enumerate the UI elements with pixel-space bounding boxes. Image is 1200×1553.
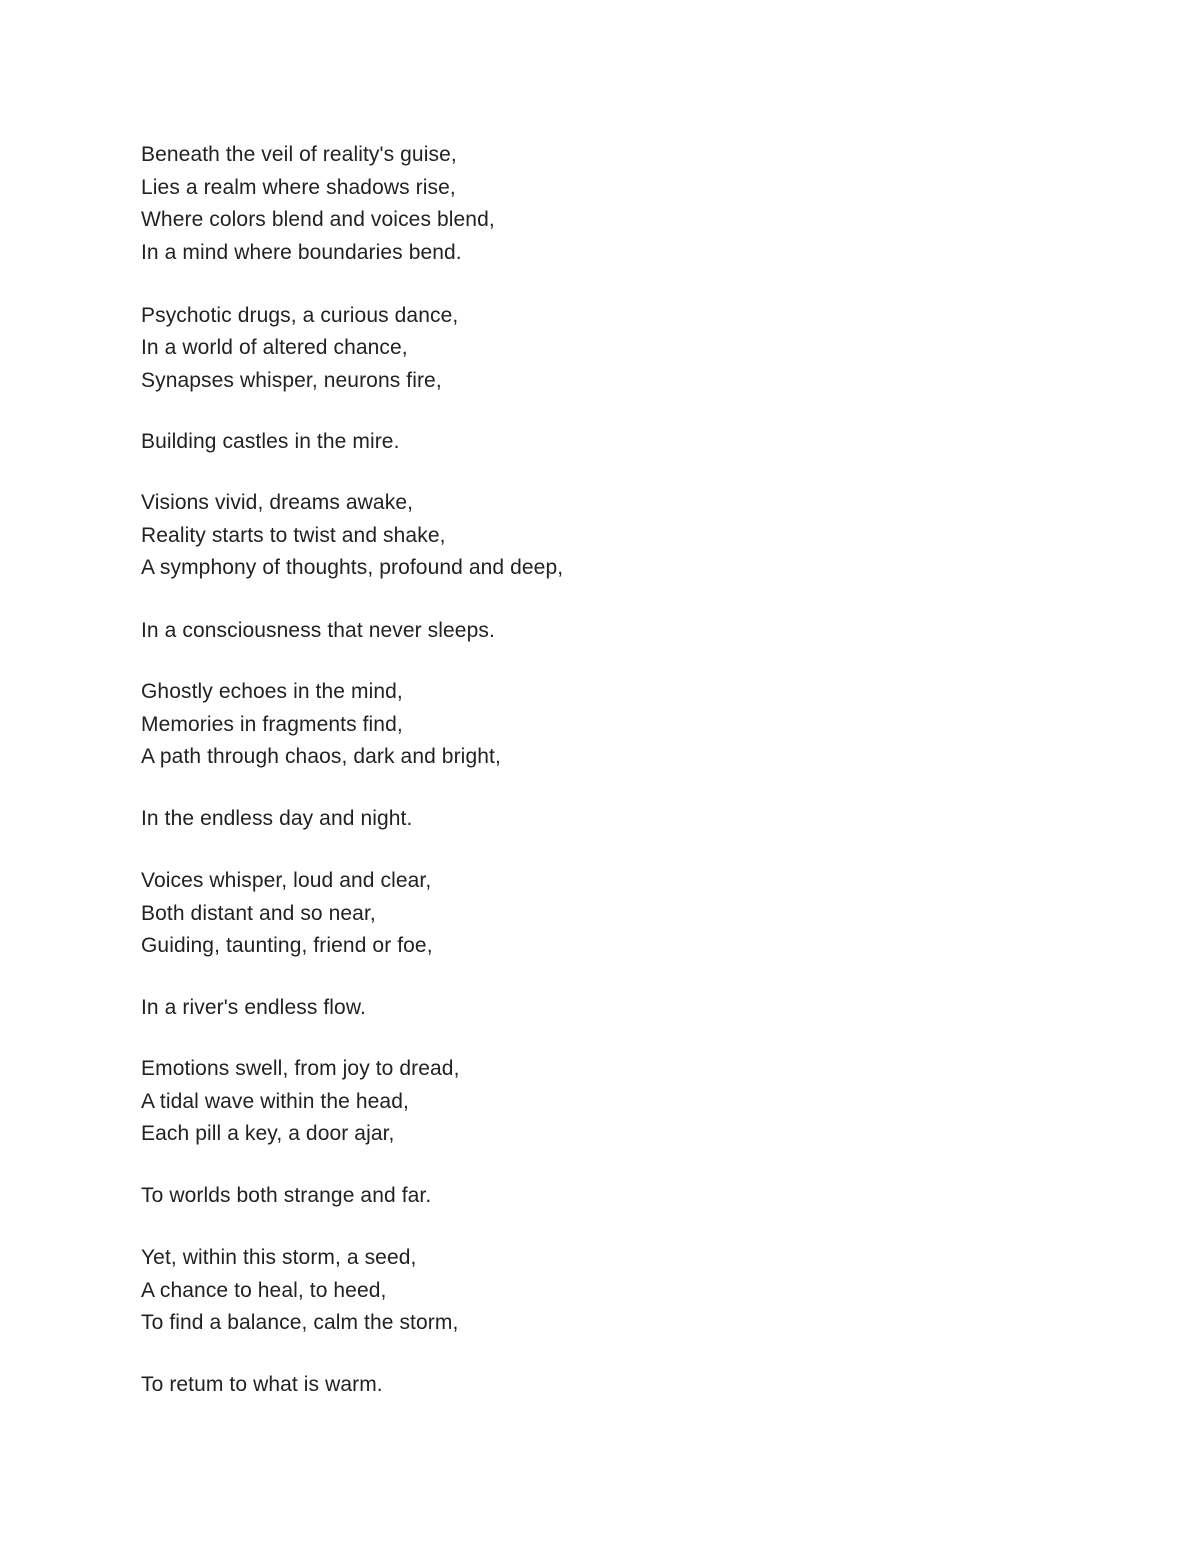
poem-line: A path through chaos, dark and bright,	[141, 745, 501, 768]
poem-line: In the endless day and night.	[141, 807, 413, 830]
poem-line: To find a balance, calm the storm,	[141, 1311, 459, 1334]
poem-line: Emotions swell, from joy to dread,	[141, 1057, 460, 1080]
poem-line: In a river's endless flow.	[141, 996, 366, 1019]
poem-line: Beneath the veil of reality's guise,	[141, 143, 457, 166]
poem-line: Memories in fragments find,	[141, 713, 403, 736]
poem-line: Yet, within this storm, a seed,	[141, 1246, 417, 1269]
poem-line: Visions vivid, dreams awake,	[141, 491, 414, 514]
poem-line: Both distant and so near,	[141, 902, 376, 925]
poem-line: Guiding, taunting, friend or foe,	[141, 934, 433, 957]
poem-line: Building castles in the mire.	[141, 430, 400, 453]
poem-line: Lies a realm where shadows rise,	[141, 176, 456, 199]
poem-line: A symphony of thoughts, profound and deep,	[141, 556, 564, 579]
poem-line: To retum to what is warm.	[141, 1373, 383, 1396]
poem-line: A chance to heal, to heed,	[141, 1279, 387, 1302]
poem-line: Each pill a key, a door ajar,	[141, 1122, 395, 1145]
poem-line: Reality starts to twist and shake,	[141, 524, 446, 547]
poem-line: A tidal wave within the head,	[141, 1090, 409, 1113]
poem-line: In a world of altered chance,	[141, 336, 408, 359]
poem-line: Psychotic drugs, a curious dance,	[141, 304, 459, 327]
poem-line: Where colors blend and voices blend,	[141, 208, 495, 231]
poem-line: Voices whisper, loud and clear,	[141, 869, 432, 892]
poem-line: To worlds both strange and far.	[141, 1184, 432, 1207]
poem-line: In a mind where boundaries bend.	[141, 241, 462, 264]
poem-line: Synapses whisper, neurons fire,	[141, 369, 442, 392]
poem-line: In a consciousness that never sleeps.	[141, 619, 495, 642]
poem-line: Ghostly echoes in the mind,	[141, 680, 403, 703]
